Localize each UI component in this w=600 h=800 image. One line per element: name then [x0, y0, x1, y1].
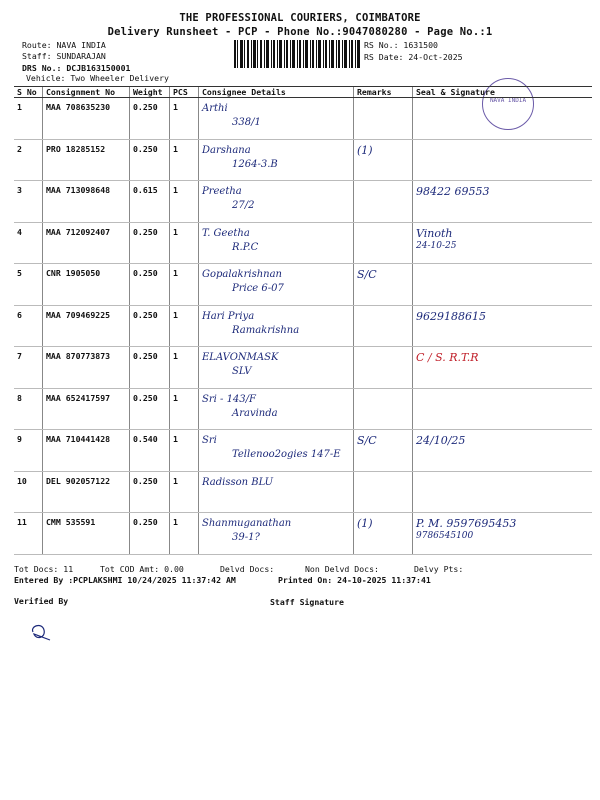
- row-pcs: 1: [170, 388, 199, 430]
- company-title: THE PROFESSIONAL COURIERS, COIMBATORE: [179, 12, 421, 24]
- row-consignment: DEL 902057122: [43, 471, 130, 513]
- row-weight: 0.250: [130, 305, 170, 347]
- row-consignee: [199, 347, 354, 389]
- table-row: [14, 513, 592, 555]
- row-seal-signature: [413, 430, 593, 472]
- delivered-docs: Delvd Docs:: [220, 564, 275, 574]
- consignee-name: Preetha: [202, 186, 242, 197]
- table-row: [14, 305, 592, 347]
- row-sno: 8: [14, 388, 43, 430]
- route-label: Route: NAVA INDIA: [22, 40, 106, 50]
- row-weight: 0.540: [130, 430, 170, 472]
- signature-text: P. M. 9597695453: [416, 517, 517, 530]
- row-consignment: PRO 18285152: [43, 139, 130, 181]
- signature-text: Vinoth: [416, 226, 453, 240]
- consignee-name: Darshana: [202, 144, 251, 156]
- table-row: [14, 98, 592, 140]
- consignee-name: Sri: [202, 435, 217, 446]
- row-seal-signature: [413, 513, 593, 555]
- row-pcs: 1: [170, 347, 199, 389]
- row-remarks: S/C: [354, 264, 413, 306]
- table-row: [14, 388, 592, 430]
- row-remarks: [354, 222, 413, 264]
- row-weight: 0.250: [130, 264, 170, 306]
- row-consignee: [199, 264, 354, 306]
- row-pcs: 1: [170, 222, 199, 264]
- row-pcs: 1: [170, 513, 199, 555]
- row-consignee: [199, 222, 354, 264]
- non-delivered-docs: Non Delvd Docs:: [305, 564, 379, 574]
- row-sno: 7: [14, 347, 43, 389]
- row-sno: 6: [14, 305, 43, 347]
- consignee-address: R.P.C: [232, 241, 259, 253]
- row-weight: 0.250: [130, 471, 170, 513]
- consignee-name: ELAVONMASK: [202, 352, 279, 363]
- row-weight: 0.250: [130, 513, 170, 555]
- row-seal-signature: [413, 139, 593, 181]
- row-sno: 4: [14, 222, 43, 264]
- row-pcs: 1: [170, 98, 199, 140]
- table-row: [14, 430, 592, 472]
- row-consignment: MAA 713098648: [43, 181, 130, 223]
- col-sno: S No: [14, 87, 43, 98]
- row-remarks: [354, 98, 413, 140]
- runsheet-table: [14, 86, 592, 555]
- row-pcs: 1: [170, 430, 199, 472]
- col-pcs: PCS: [170, 87, 199, 98]
- row-seal-signature: [413, 181, 593, 223]
- consignee-name: Hari Priya: [202, 310, 255, 322]
- row-pcs: 1: [170, 139, 199, 181]
- col-consignee: Consignee Details: [199, 87, 354, 98]
- row-consignee: [199, 430, 354, 472]
- consignee-address: Tellenoo2ogies 147-E: [232, 449, 341, 460]
- table-row: [14, 139, 592, 181]
- verified-by: Verified By: [14, 596, 69, 606]
- row-weight: 0.250: [130, 388, 170, 430]
- row-sno: 11: [14, 513, 43, 555]
- row-consignee: [199, 181, 354, 223]
- verifier-signature: [28, 620, 58, 644]
- entered-by: Entered By :PCPLAKSHMI 10/24/2025 11:37:42 AM: [14, 575, 236, 585]
- printed-on: Printed On: 24-10-2025 11:37:41: [278, 575, 431, 585]
- signature-note: 9786545100: [416, 531, 474, 541]
- row-weight: 0.250: [130, 347, 170, 389]
- row-pcs: 1: [170, 181, 199, 223]
- row-sno: 1: [14, 98, 43, 140]
- row-remarks: [354, 305, 413, 347]
- col-consignment: Consignment No: [43, 87, 130, 98]
- row-consignment: MAA 709469225: [43, 305, 130, 347]
- row-weight: 0.250: [130, 222, 170, 264]
- signature-text: C / S. R.T.R: [416, 351, 479, 364]
- row-consignment: MAA 708635230: [43, 98, 130, 140]
- col-weight: Weight: [130, 87, 170, 98]
- row-consignee: [199, 98, 354, 140]
- row-seal-signature: [413, 347, 593, 389]
- row-consignment: MAA 652417597: [43, 388, 130, 430]
- consignee-name: T. Geetha: [202, 227, 250, 239]
- signature-text: 98422 69553: [416, 185, 490, 198]
- col-seal-signature: Seal & Signature: [413, 87, 593, 98]
- row-consignee: [199, 513, 354, 555]
- row-remarks: [354, 181, 413, 223]
- consignee-name: Radisson BLU: [202, 476, 274, 488]
- row-consignment: MAA 712092407: [43, 222, 130, 264]
- barcode: [234, 40, 360, 68]
- table-row: [14, 264, 592, 306]
- table-row: [14, 471, 592, 513]
- signature-note: 24-10-25: [416, 240, 457, 251]
- row-remarks: (1): [354, 513, 413, 555]
- row-consignee: [199, 388, 354, 430]
- staff-label: Staff: SUNDARAJAN: [22, 51, 106, 61]
- row-sno: 10: [14, 471, 43, 513]
- row-weight: 0.615: [130, 181, 170, 223]
- staff-signature: Staff Signature: [270, 597, 344, 607]
- row-pcs: 1: [170, 305, 199, 347]
- row-consignment: MAA 870773873: [43, 347, 130, 389]
- row-seal-signature: [413, 98, 593, 140]
- consignee-address: Aravinda: [232, 407, 278, 419]
- row-pcs: 1: [170, 471, 199, 513]
- total-docs: Tot Docs: 11: [14, 564, 74, 574]
- row-consignee: [199, 471, 354, 513]
- row-consignment: MAA 710441428: [43, 430, 130, 472]
- row-remarks: [354, 347, 413, 389]
- row-seal-signature: [413, 264, 593, 306]
- table-row: [14, 181, 592, 223]
- row-consignee: [199, 139, 354, 181]
- signature-text: 24/10/25: [416, 434, 466, 447]
- row-seal-signature: [413, 305, 593, 347]
- row-remarks: [354, 471, 413, 513]
- consignee-address: Ramakrishna: [232, 324, 300, 336]
- row-seal-signature: [413, 222, 593, 264]
- consignee-address: SLV: [232, 366, 252, 377]
- row-consignment: CMM 535591: [43, 513, 130, 555]
- consignee-name: Shanmuganathan: [202, 518, 292, 529]
- consignee-address: 1264-3.B: [232, 158, 278, 170]
- consignee-name: Arthi: [202, 103, 228, 114]
- row-consignment: CNR 1905050: [43, 264, 130, 306]
- consignee-name: Gopalakrishnan: [202, 269, 282, 280]
- rs-date: RS Date: 24-Oct-2025: [364, 52, 463, 62]
- row-weight: 0.250: [130, 139, 170, 181]
- row-pcs: 1: [170, 264, 199, 306]
- row-consignee: [199, 305, 354, 347]
- row-sno: 5: [14, 264, 43, 306]
- row-weight: 0.250: [130, 98, 170, 140]
- signature-text: 9629188615: [416, 309, 486, 323]
- consignee-address: 27/2: [232, 200, 255, 211]
- table-row: [14, 347, 592, 389]
- rs-number: RS No.: 1631500: [364, 40, 438, 50]
- row-seal-signature: [413, 388, 593, 430]
- consignee-address: 338/1: [232, 117, 261, 128]
- row-sno: 9: [14, 430, 43, 472]
- vehicle-label: Vehicle: Two Wheeler Delivery: [26, 73, 169, 83]
- drs-label: DRS No.: DCJB163150001: [22, 63, 131, 73]
- table-row: [14, 222, 592, 264]
- row-remarks: (1): [354, 139, 413, 181]
- stamp-text: NAVA INDIA: [489, 97, 527, 104]
- row-remarks: [354, 388, 413, 430]
- delivery-points: Delvy Pts:: [414, 564, 464, 574]
- total-cod: Tot COD Amt: 0.00: [100, 564, 184, 574]
- row-remarks: S/C: [354, 430, 413, 472]
- row-seal-signature: [413, 471, 593, 513]
- consignee-name: Sri - 143/F: [202, 393, 256, 405]
- row-sno: 2: [14, 139, 43, 181]
- runsheet-subtitle: Delivery Runsheet - PCP - Phone No.:9047080280 - Page No.:1: [107, 26, 493, 38]
- table-header-row: [14, 87, 592, 98]
- row-sno: 3: [14, 181, 43, 223]
- consignee-address: Price 6-07: [232, 283, 284, 294]
- consignee-address: 39-1?: [232, 532, 260, 543]
- col-remarks: Remarks: [354, 87, 413, 98]
